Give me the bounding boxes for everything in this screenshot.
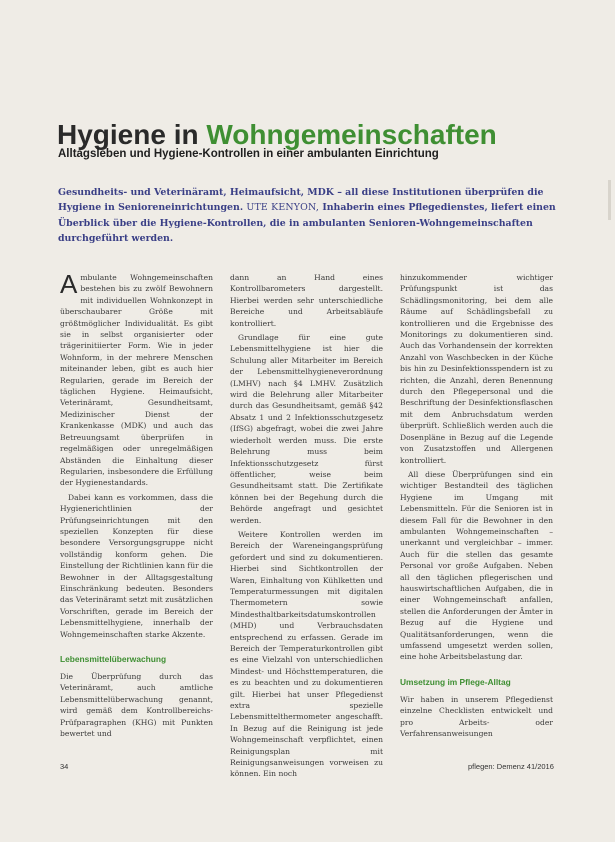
paragraph: Wir haben in unserem Pflegedienst einzelne Checklisten entwickelt und pro Arbeits- oder Verfahrensanweisungen: [400, 694, 553, 739]
article-lead: [58, 185, 578, 247]
text-column-1: [60, 269, 213, 742]
page-number: 34: [60, 762, 69, 771]
paragraph: Dabei kann es vorkommen, dass die Hygienerichtlinien der Prüfungseinrichtungen mit den speziellen Konzepten für diese besondere Versorgungsgruppe nicht vollständig konform gehen. Die Einstellung der Richtlinien kann für die Bewohner in der Alltagsgestaltung Einschränkung bedeuten. Besonders das Veterinäramt setzt mit zusätzlichen Vorschriften, gerade im Bereich der Lebensmittelhygiene, innerhalb der Wohngemeinschaften starke Akzente.: [60, 492, 213, 639]
paragraph: Die Überprüfung durch das Veterinäramt, auch amtliche Lebensmittelüberwachung genannt, wird gemäß dem Kontrollbereichs-Prüfparagraphen (KHG) mit Punkten bewertet und: [60, 672, 213, 739]
page-edge-shadow: [608, 180, 611, 220]
paragraph-text: mbulante Wohngemeinschaften bestehen bis zu zwölf Bewohnern mit individuellen Wohnkonzept in überschaubarer Größe mit größtmöglicher Individualität. Es gibt sie in selbst organisierter oder trägerinitiierter Form. Wie in jeder Wohnform, in der mehrere Menschen miteinander leben, gibt es auch hier Regularien, gerade im Bereich der täglichen Hygiene. Heimaufsicht, Veterinäramt, Gesundheitsamt, Medizinischer Dienst der Krankenkasse (MDK) und auch das Betreuungsamt überprüfen in regelmäßigen oder unregelmäßigen Abständen die Einhaltung dieser Regularien, insbesondere die Erfüllung der Hygienestandards.: [60, 273, 213, 488]
magazine-issue: pflegen: Demenz 41/2016: [468, 762, 554, 771]
text-column-3: [400, 272, 553, 742]
title-accent: Wohngemeinschaften: [206, 118, 497, 150]
paragraph: dann an Hand eines Kontrollbarometers dargestellt. Hierbei werden sehr unterschiedliche Bereiche und Arbeitsabläufe kontrolliert.: [230, 273, 383, 328]
paragraph: hinzukommender wichtiger Prüfungspunkt ist das Schädlingsmonitoring, bei dem alle Räume auf Schädlingsbefall zu kontrollieren und die Ergebnisse des Monitorings zu dokumentieren sind. Auch das Vorhandensein der korrekten Anzahl von Waschbecken in der Küche bis hin zu Desinfektionsspendern ist zu richten, die Anzahl, deren Benennung durch den Pflegepersonal und die Beschriftung der Desinfektionsflaschen mit dem Anbruchsdatum werden überprüft. Schließlich werden auch die Dosenpläne in Bezug auf die Legende von Zusatzstoffen und Allergenen kontrolliert.: [400, 273, 553, 465]
paragraph: Grundlage für eine gute Lebensmittelhygiene ist hier die Schulung aller Mitarbeiter im Bereich der Lebensmittelhygieneverordnung (LMHV) nach §4 LMHV. Zusätzlich wird die Belehrung aller Mitarbeiter durch das Gesundheitsamt, gemäß §42 Absatz 1 und 2 Infektionsschutzgesetz (IfSG) abgefragt, wobei die zwei Jahre wiederholt werden muss. Die erste Belehrung muss beim Infektionsschutzgesetz fürst öffentlicher, weise beim Gesundheitsamt statt. Die Zertifikate können bei der Begehung durch die Behörde angefragt und gesichtet werden.: [230, 333, 383, 525]
paragraph: All diese Überprüfungen sind ein wichtiger Bestandteil des täglichen Hygiene im Umgang mit Lebensmitteln. Für die Senioren ist in diesem Fall für die Bewohner in den ambulanten Wohngemeinschaften – unerkannt und vergleichbar – immer. Auch für die stellen das gesamte Personal vor große Aufgaben. Neben all den täglichen pflegerischen und hauswirtschaftlichen Aufgaben, die in einer Wohngemeinschaft anfallen, stellen die Anforderungen der Ämter in Bezug auf die Hygiene und Qualitätsanforderungen, wenn die umfassend umgesetzt werden sollen, eine hohe Arbeitsbelastung dar.: [400, 469, 553, 662]
title-prefix: Hygiene in: [57, 118, 207, 150]
paragraph: [60, 269, 213, 489]
paragraph: Weitere Kontrollen werden im Bereich der Wareneingangsprüfung gefordert und sind zu dokumentieren. Hierbei sind Sichtkontrollen der Waren, Einhaltung von Kühlketten und Temperaturmessungen mit digitalen Thermometern sowie Mindesthaltbarkeitsdatumskontrollen (MHD) und Verbrauchsdaten entsprechend zu erfassen. Gerade im Bereich der Temperaturkontrollen gibt es eine Vielzahl von unterschiedlichen Mindest- und Höchsttemperaturen, die es zu beachten und zu dokumentieren gilt. Hierbei hat unser Pflegedienst extra spezielle Lebensmittelthermometer angeschafft. In Bezug auf die Reinigung ist jede Wohngemeinschaft verpflichtet, einen Reinigungsplan mit Reinigungsanweisungen vorweisen zu können. Ein noch: [230, 529, 383, 779]
drop-cap: A: [60, 269, 78, 299]
section-heading: Umsetzung im Pflege-Alltag: [400, 676, 511, 687]
article-subtitle: Alltagsleben und Hygiene-Kontrollen in einer ambulanten Einrichtung: [58, 148, 439, 160]
text-column-2: [230, 272, 383, 783]
lead-author: UTE KENYON,: [246, 202, 320, 214]
lead-text-1: Gesundheits- und Veterinäramt, Heimaufsicht, MDK – all diese Institutionen überprüfen die Hygiene in Senioreneinrichtungen.: [58, 187, 544, 214]
section-heading: Lebensmittelüberwachung: [60, 654, 167, 664]
lead-text-2: Inhaberin eines Pflegedienstes, liefert einen Überblick über die Hygiene-Kontrollen, die in ambulanten Senioren-Wohngemeinschaften durchgeführt werden.: [58, 202, 556, 245]
